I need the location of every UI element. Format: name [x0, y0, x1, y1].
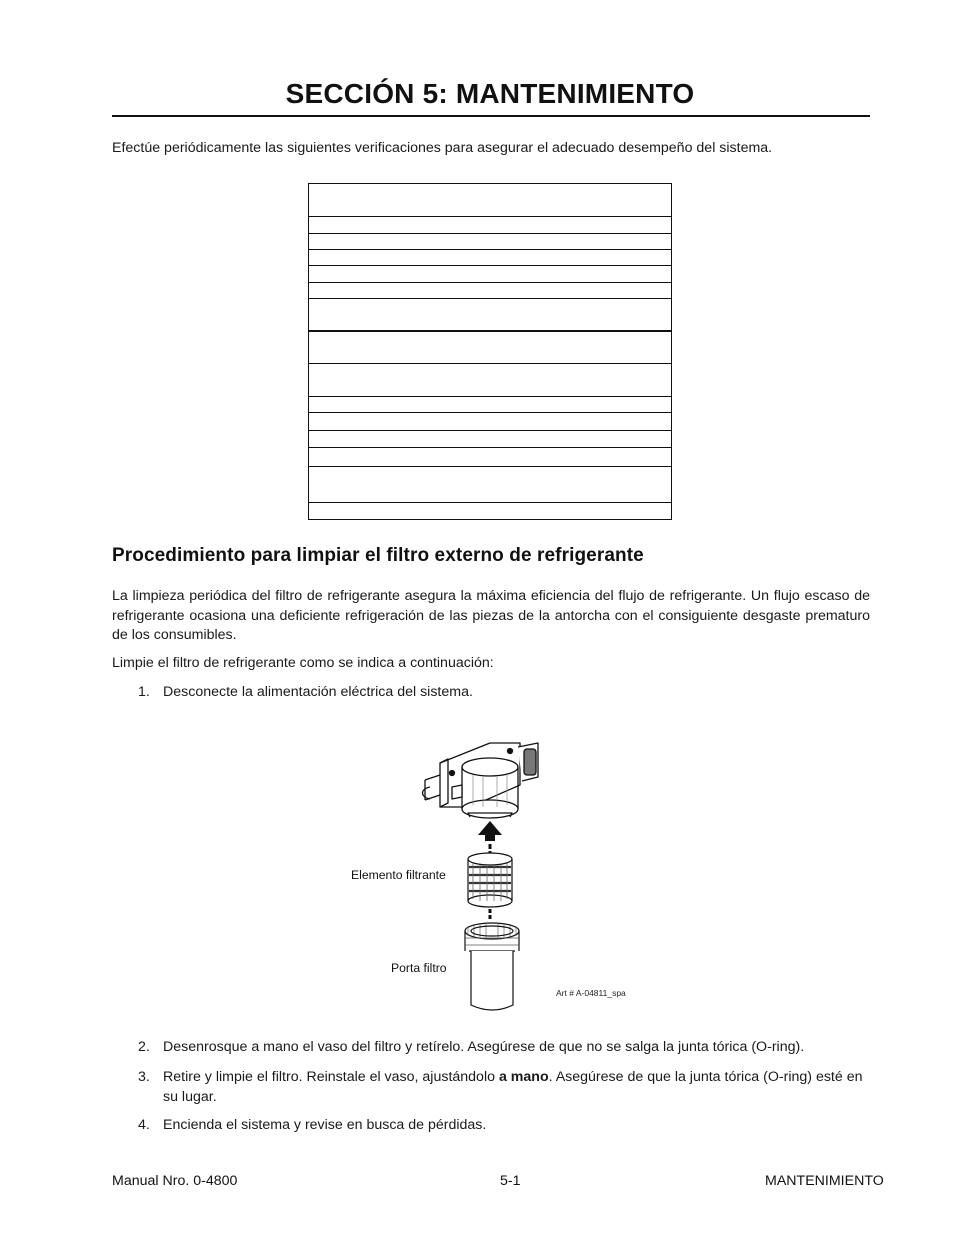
table-row-divider [309, 396, 671, 397]
upward-arrow [478, 821, 502, 855]
filter-holder-label: Porta filtro [391, 961, 447, 975]
dashed-connector [489, 909, 492, 919]
table-row-divider [309, 216, 671, 217]
intro-paragraph: Efectúe periódicamente las siguientes verificaciones para asegurar el adecuado desempeño del sistema. [112, 140, 773, 156]
section-heading: Procedimiento para limpiar el filtro externo de refrigerante [112, 545, 644, 566]
table-row-divider [309, 430, 671, 431]
step-number: 2. [138, 1039, 150, 1055]
table-row-divider [309, 466, 671, 467]
table-row-divider [309, 412, 671, 413]
step-number: 1. [138, 684, 150, 700]
filter-element-label: Elemento filtrante [351, 868, 446, 882]
table-row-divider [309, 447, 671, 448]
table-row-divider [309, 502, 671, 503]
table-row-divider [309, 265, 671, 266]
art-number: Art # A-04811_spa [556, 988, 626, 998]
filter-cleaning-paragraph: La limpieza periódica del filtro de refrigerante asegura la máxima eficiencia del flujo de refrigerante. Un flujo escaso de refrigerante ocasiona una deficiente refrigeración de las piezas de la antorcha con el consiguiente desgaste prematuro de los consumibles. [112, 588, 870, 643]
footer-manual-number: Manual Nro. 0-4800 [112, 1173, 238, 1189]
table-row-divider [309, 282, 671, 283]
filter-housing-top [462, 758, 518, 776]
table-row-divider [309, 298, 671, 299]
title-rule [112, 115, 870, 117]
instructions-lead-paragraph: Limpie el filtro de refrigerante como se indica a continuación: [112, 655, 494, 671]
footer-page-number: 5-1 [500, 1173, 521, 1189]
step-number: 4. [138, 1117, 150, 1133]
step-text: Desconecte la alimentación eléctrica del sistema. [163, 684, 473, 700]
footer-section-name: MANTENIMIENTO [765, 1173, 884, 1189]
table-row-divider [309, 233, 671, 234]
step-text: Encienda el sistema y revise en busca de pérdidas. [163, 1117, 487, 1133]
table-row-divider [309, 363, 671, 364]
step-text-part: Retire y limpie el filtro. Reinstale el vaso, ajustándolo [163, 1069, 499, 1085]
step-text [163, 1068, 870, 1107]
step-number: 3. [138, 1069, 150, 1085]
table-row-divider [309, 330, 671, 332]
table-row-divider [309, 249, 671, 250]
step-text-part: . Asegúrese de que la junta tórica (O-ring) esté en su lugar. [163, 1069, 863, 1105]
page-title: SECCIÓN 5: MANTENIMIENTO [285, 78, 695, 109]
step-text-bold: a mano [498, 1069, 549, 1085]
step-text: Desenrosque a mano el vaso del filtro y retírelo. Asegúrese de que no se salga la junta tórica (O-ring). [163, 1039, 805, 1055]
filter-bowl [465, 923, 519, 1010]
filter-element [468, 853, 512, 907]
maintenance-check-table [308, 183, 672, 520]
